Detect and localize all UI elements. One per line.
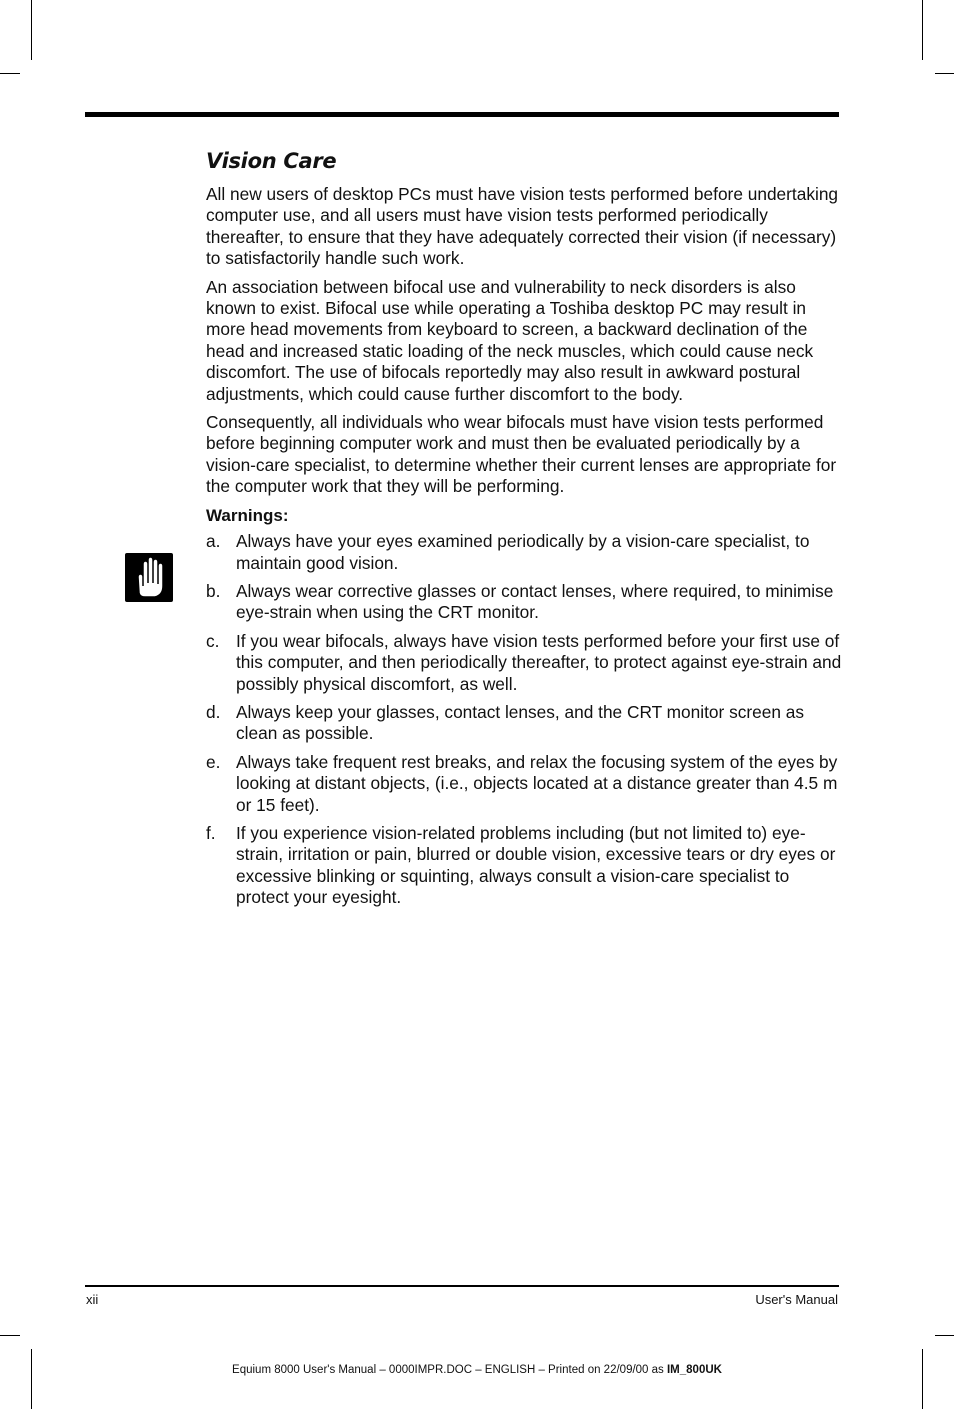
print-note-code: IM_800UK xyxy=(666,1364,722,1376)
list-item xyxy=(206,702,842,745)
list-marker: f. xyxy=(206,822,216,843)
print-note xyxy=(0,1364,954,1376)
warnings-list xyxy=(206,531,842,909)
crop-mark xyxy=(935,1335,954,1336)
warnings-heading: Warnings: xyxy=(206,505,289,525)
print-note-text: Equium 8000 User's Manual – 0000IMPR.DOC – ENGLISH – Printed on 22/09/00 as xyxy=(232,1364,667,1376)
list-item xyxy=(206,823,842,909)
paragraph: An association between bifocal use and vulnerability to neck disorders is also known to exist. Bifocal use while operating a Toshiba desktop PC may result in more head movements from keyboard to screen, a backward declination of the head and increased static loading of the neck muscles, which could cause neck discomfort. The use of bifocals reportedly may also result in awkward postural adjustments, which could cause further discomfort to the body. xyxy=(206,276,814,404)
list-marker: a. xyxy=(206,531,221,552)
paragraph: Consequently, all individuals who wear bifocals must have vision tests performed before beginning computer work and must then be evaluated periodically by a vision-care specialist, to determine whether their current lenses are appropriate for the computer work that they will be performing. xyxy=(206,412,837,497)
crop-mark xyxy=(31,1349,32,1409)
list-item xyxy=(206,581,842,624)
stop-hand-icon xyxy=(125,553,173,602)
header-rule xyxy=(85,112,839,117)
main-content xyxy=(206,147,842,916)
crop-mark xyxy=(0,1335,20,1336)
crop-mark xyxy=(935,73,954,74)
list-item xyxy=(206,631,842,695)
list-item-text: Always take frequent rest breaks, and relax the focusing system of the eyes by looking at distant objects, (i.e., objects located at a distance greater than 4.5 m or 15 feet). xyxy=(236,751,838,815)
crop-mark xyxy=(31,0,32,60)
list-item-text: If you experience vision-related problems including (but not limited to) eye-strain, irritation or pain, blurred or double vision, excessive tears or dry eyes or excessive blinking or squinting, always consult a vision-care specialist to protect your eyesight. xyxy=(236,822,836,908)
crop-mark xyxy=(922,1349,923,1409)
list-item-text: Always have your eyes examined periodically by a vision-care specialist, to maintain good vision. xyxy=(236,531,810,573)
paragraph: All new users of desktop PCs must have vision tests performed before undertaking computer use, and all users must have vision tests performed periodically thereafter, to ensure that they have adequately corrected their vision (if necessary) to satisfactorily handle such work. xyxy=(206,184,839,269)
page-number: xii xyxy=(86,1292,99,1307)
footer-rule xyxy=(85,1285,839,1287)
list-item-text: Always wear corrective glasses or contact lenses, where required, to minimise eye-strain when using the CRT monitor. xyxy=(236,580,834,623)
list-marker: c. xyxy=(206,630,220,651)
list-item-text: If you wear bifocals, always have vision tests performed before your first use of this computer, and then periodically thereafter, to protect against eye-strain and possibly physical discomfort, as well. xyxy=(236,630,842,694)
list-marker: e. xyxy=(206,751,221,772)
list-marker: d. xyxy=(206,701,221,722)
crop-mark xyxy=(922,0,923,60)
list-item-text: Always keep your glasses, contact lenses, and the CRT monitor screen as clean as possible. xyxy=(236,701,805,744)
section-title: Vision Care xyxy=(206,149,337,173)
list-item xyxy=(206,752,842,816)
crop-mark xyxy=(0,73,20,74)
list-item xyxy=(206,531,842,574)
list-marker: b. xyxy=(206,580,221,601)
manual-name: User's Manual xyxy=(755,1292,838,1307)
